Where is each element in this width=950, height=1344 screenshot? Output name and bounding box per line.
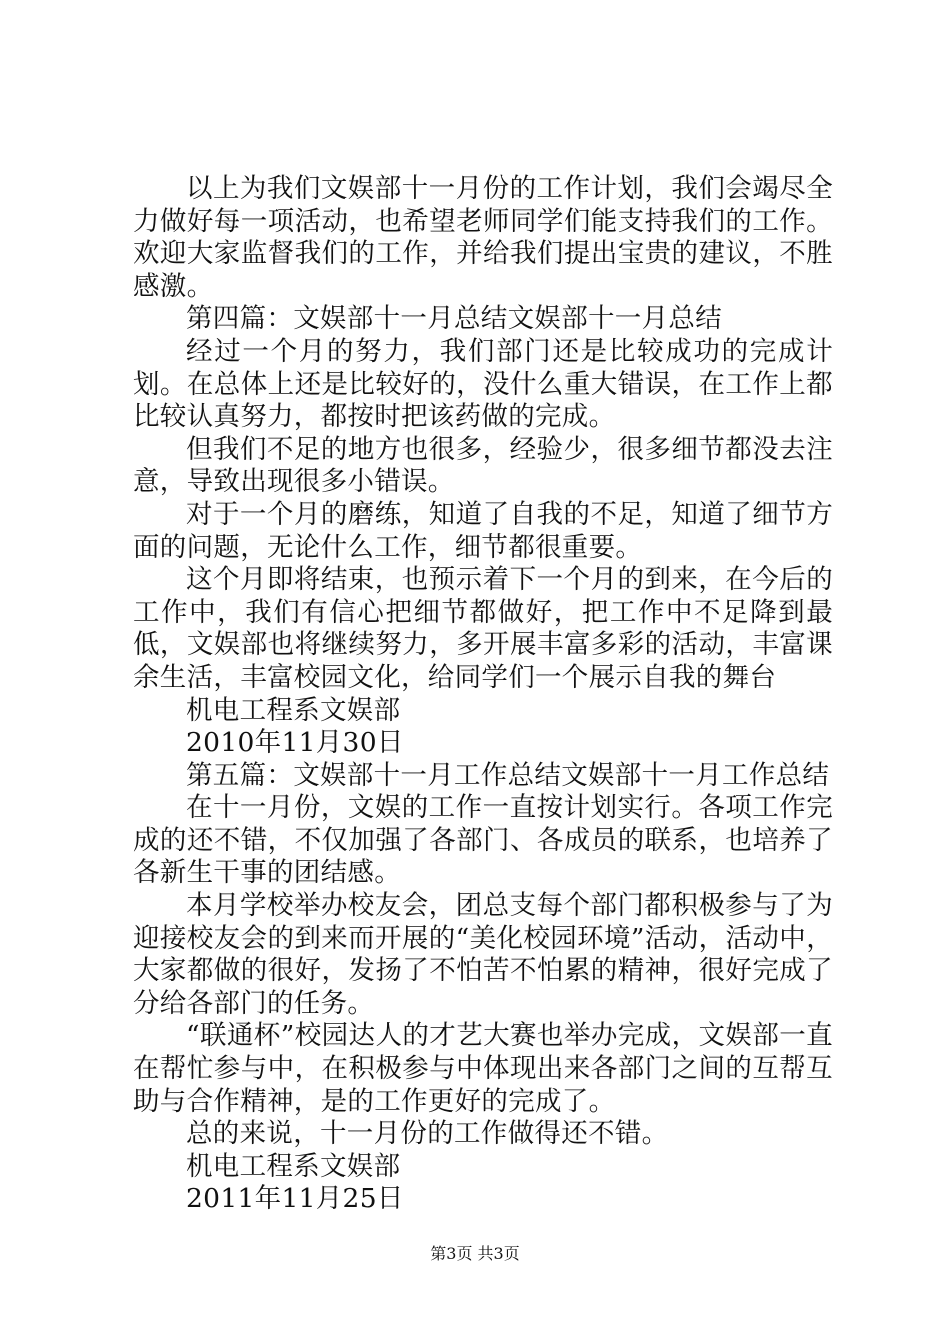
page-number-label: 第3页 共3页 [430,1244,520,1263]
paragraph: 以上为我们文娱部十一月份的工作计划，我们会竭尽全力做好每一项活动，也希望老师同学们能支持我们的工作。欢迎大家监督我们的工作，并给我们提出宝贵的建议，不胜感激。 [133,173,833,302]
signature-department: 机电工程系文娱部 [186,694,401,726]
section-heading: 第四篇：文娱部十一月总结文娱部十一月总结 [186,303,722,335]
paragraph: 对于一个月的磨练，知道了自我的不足，知道了细节方面的问题，无论什么工作，细节都很重要。 [133,498,833,563]
document-body [133,173,833,1216]
paragraph: 本月学校举办校友会，团总支每个部门都积极参与了为迎接校友会的到来而开展的“美化校园环境”活动，活动中，大家都做的很好，发扬了不怕苦不怕累的精神，很好完成了分给各部门的任务。 [133,890,833,1019]
paragraph: 经过一个月的努力，我们部门还是比较成功的完成计划。在总体上还是比较好的，没什么重大错误，在工作上都比较认真努力，都按时把该药做的完成。 [133,335,833,433]
paragraph: 在十一月份，文娱的工作一直按计划实行。各项工作完成的还不错，不仅加强了各部门、各成员的联系，也培养了各新生干事的团结感。 [133,792,833,889]
section-heading: 第五篇：文娱部十一月工作总结文娱部十一月工作总结 [186,759,830,791]
paragraph: “联通杯”校园达人的才艺大赛也举办完成，文娱部一直在帮忙参与中，在积极参与中体现出来各部门之间的互帮互助与合作精神，是的工作更好的完成了。 [133,1020,833,1117]
page-footer [0,1244,950,1264]
summary-line: 总的来说，十一月份的工作做得还不错。 [186,1118,669,1150]
signature-date: 2010年11月30日 [186,727,404,759]
signature-date: 2011年11月25日 [186,1183,404,1215]
paragraph: 这个月即将结束，也预示着下一个月的到来，在今后的工作中，我们有信心把细节都做好，把工作中不足降到最低，文娱部也将继续努力，多开展丰富多彩的活动，丰富课余生活，丰富校园文化，给同学们一个展示自我的舞台 [133,564,833,693]
paragraph: 但我们不足的地方也很多，经验少，很多细节都没去注意，导致出现很多小错误。 [133,433,833,498]
signature-department: 机电工程系文娱部 [186,1150,401,1182]
